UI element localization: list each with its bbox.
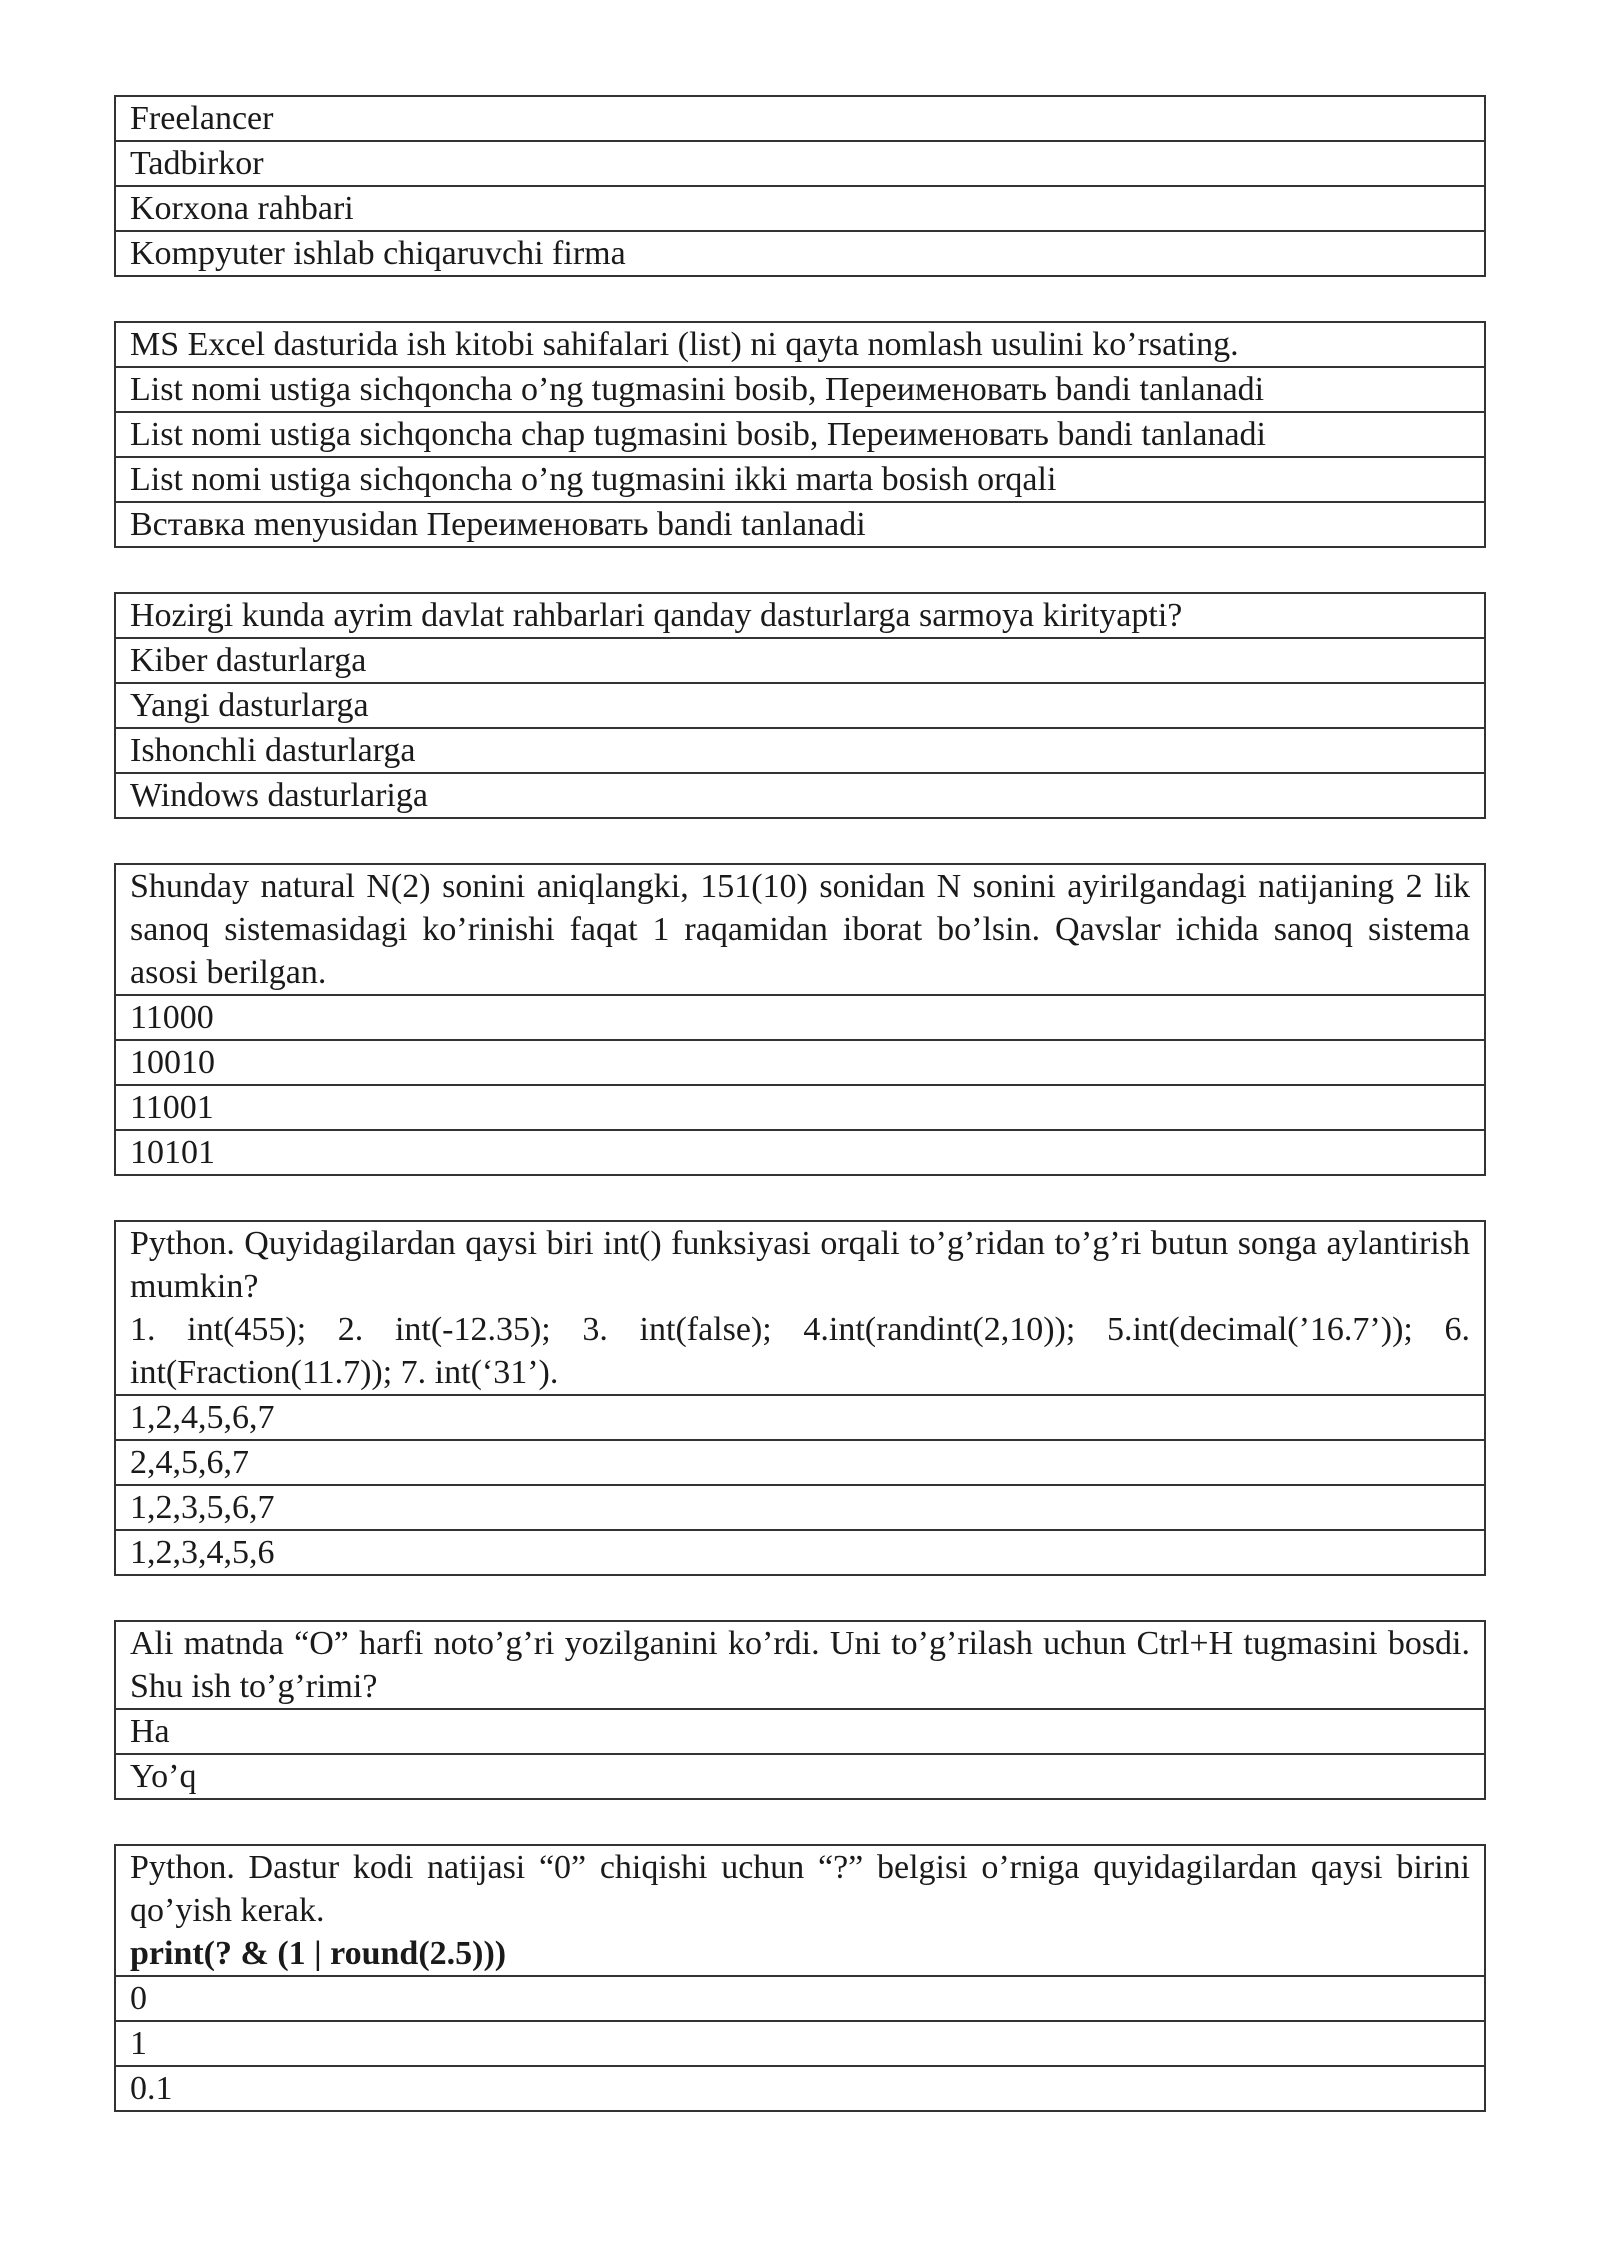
answer-option-row xyxy=(115,502,1485,547)
answer-option: 1,2,3,4,5,6 xyxy=(115,1530,1485,1575)
answer-option-row xyxy=(115,1395,1485,1440)
question-table xyxy=(114,863,1486,1176)
answer-option-row xyxy=(115,1976,1485,2021)
answer-option-row xyxy=(115,1754,1485,1799)
question-cell xyxy=(115,322,1485,367)
answer-option: Kompyuter ishlab chiqaruvchi firma xyxy=(115,231,1485,276)
answer-option-row xyxy=(115,1040,1485,1085)
answer-option: Ishonchli dasturlarga xyxy=(115,728,1485,773)
code-snippet: print(? & (1 | round(2.5))) xyxy=(130,1935,507,1972)
answer-option-row xyxy=(115,96,1485,141)
answer-option-row xyxy=(115,683,1485,728)
question-cell xyxy=(115,1621,1485,1709)
answer-option: 1 xyxy=(115,2021,1485,2066)
answer-option: 10101 xyxy=(115,1130,1485,1175)
answer-option: Kiber dasturlarga xyxy=(115,638,1485,683)
document-page xyxy=(114,95,1486,2156)
question-table xyxy=(114,95,1486,277)
answer-option-row xyxy=(115,141,1485,186)
answer-option: Yo’q xyxy=(115,1754,1485,1799)
answer-option-row xyxy=(115,367,1485,412)
answer-option: 10010 xyxy=(115,1040,1485,1085)
answer-option-row xyxy=(115,995,1485,1040)
answer-option-row xyxy=(115,457,1485,502)
answer-option: 1,2,4,5,6,7 xyxy=(115,1395,1485,1440)
answer-option: Freelancer xyxy=(115,96,1485,141)
answer-option-row xyxy=(115,773,1485,818)
question-cell xyxy=(115,1845,1485,1976)
answer-option: List nomi ustiga sichqoncha o’ng tugmasini ikki marta bosish orqali xyxy=(115,457,1485,502)
answer-option-row xyxy=(115,1485,1485,1530)
answer-option: 11000 xyxy=(115,995,1485,1040)
answer-option: Yangi dasturlarga xyxy=(115,683,1485,728)
question-text: MS Excel dasturida ish kitobi sahifalari (list) ni qayta nomlash usulini ko’rsating. xyxy=(130,326,1239,363)
question-table xyxy=(114,1220,1486,1576)
answer-option: 2,4,5,6,7 xyxy=(115,1440,1485,1485)
answer-option: 0.1 xyxy=(115,2066,1485,2111)
answer-option: 1,2,3,5,6,7 xyxy=(115,1485,1485,1530)
answer-option: List nomi ustiga sichqoncha chap tugmasini bosib, Переименовать bandi tanlanadi xyxy=(115,412,1485,457)
question-text: Shunday natural N(2) sonini aniqlangki, 151(10) sonidan N sonini ayirilgandagi natijaning 2 lik sanoq sistemasidagi ko’rinishi faqat 1 raqamidan iborat bo’lsin. Qavslar ichida sanoq sistema asosi berilgan. xyxy=(130,868,1470,991)
question-text: 1. int(455); 2. int(-12.35); 3. int(false); 4.int(randint(2,10)); 5.int(decimal(’16.7’)); 6. int(Fraction(11.7)); 7. int(‘31’). xyxy=(130,1311,1470,1391)
answer-option-row xyxy=(115,2066,1485,2111)
question-row xyxy=(115,1221,1485,1395)
answer-option: Ha xyxy=(115,1709,1485,1754)
question-text: Hozirgi kunda ayrim davlat rahbarlari qanday dasturlarga sarmoya kirityapti? xyxy=(130,597,1183,634)
question-row xyxy=(115,322,1485,367)
question-text: Ali matnda “O” harfi noto’g’ri yozilganini ko’rdi. Uni to’g’rilash uchun Ctrl+H tugmasini bosdi. Shu ish to’g’rimi? xyxy=(130,1625,1470,1705)
question-cell xyxy=(115,864,1485,995)
question-row xyxy=(115,593,1485,638)
answer-option: Windows dasturlariga xyxy=(115,773,1485,818)
question-row xyxy=(115,864,1485,995)
answer-option: 11001 xyxy=(115,1085,1485,1130)
question-table xyxy=(114,1844,1486,2112)
answer-option-row xyxy=(115,728,1485,773)
answer-option-row xyxy=(115,1085,1485,1130)
question-text: Python. Quyidagilardan qaysi biri int() funksiyasi orqali to’g’ridan to’g’ri butun songa aylantirish mumkin? xyxy=(130,1225,1470,1305)
answer-option-row xyxy=(115,638,1485,683)
answer-option: List nomi ustiga sichqoncha o’ng tugmasini bosib, Переименовать bandi tanlanadi xyxy=(115,367,1485,412)
question-text: Python. Dastur kodi natijasi “0” chiqishi uchun “?” belgisi o’rniga quyidagilardan qaysi birini qo’yish kerak. xyxy=(130,1849,1470,1929)
answer-option-row xyxy=(115,1709,1485,1754)
answer-option-row xyxy=(115,1130,1485,1175)
answer-option-row xyxy=(115,1530,1485,1575)
question-row xyxy=(115,1845,1485,1976)
answer-option: Вставка menyusidan Переименовать bandi tanlanadi xyxy=(115,502,1485,547)
question-cell xyxy=(115,593,1485,638)
question-table xyxy=(114,1620,1486,1800)
answer-option-row xyxy=(115,412,1485,457)
answer-option-row xyxy=(115,186,1485,231)
question-row xyxy=(115,1621,1485,1709)
question-table xyxy=(114,592,1486,819)
answer-option: 0 xyxy=(115,1976,1485,2021)
answer-option: Korxona rahbari xyxy=(115,186,1485,231)
answer-option-row xyxy=(115,231,1485,276)
answer-option-row xyxy=(115,1440,1485,1485)
question-table xyxy=(114,321,1486,548)
question-cell xyxy=(115,1221,1485,1395)
answer-option-row xyxy=(115,2021,1485,2066)
answer-option: Tadbirkor xyxy=(115,141,1485,186)
